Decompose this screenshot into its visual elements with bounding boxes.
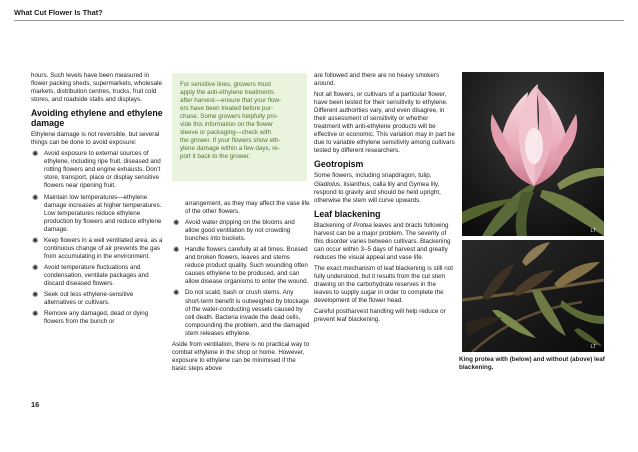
sun-bullet-icon: ✺: [32, 235, 39, 245]
list-item-text: Keep flowers in a well ventilated area, as a continuous change of air prevents the gas from accumulating in the environment.: [44, 236, 163, 260]
photo-protea-blackened: [462, 240, 604, 352]
callout-line: For sensitive lines, growers must: [180, 81, 272, 88]
list-item: [31, 150, 165, 190]
geotropism-text-start: Some flowers, including snapdragon, tulip,: [314, 172, 432, 180]
top-rule: [14, 20, 624, 21]
column-2-closing: Aside from ventilation, there is no practical way to combat ethylene in the shop or home. However, exposure to ethylene can be minimised if the basic steps above: [172, 340, 310, 372]
callout-line: vide this information on the flower: [180, 121, 274, 129]
heading-leaf-blackening: Leaf blackening: [314, 208, 381, 219]
protea-italic: Protea: [353, 221, 372, 229]
column-1-lead: Ethylene damage is not reversible, but several things can be done to avoid exposure:: [31, 131, 160, 147]
protea-blackened-image: [462, 240, 604, 352]
column-3: [314, 72, 455, 327]
list-item-text: Avoid water dripping on the blooms and allow good ventilation by not crowding bunches into buckets.: [185, 219, 295, 243]
gladiolus-italic: Gladiolus: [314, 180, 341, 188]
sun-bullet-icon: ✺: [32, 262, 39, 272]
list-item-text: Handle flowers carefully at all times. Bruised and broken flowers, leaves and stems reduce product quality. Such wounding often causes ethylene to be produced, and can allow disease organisms to enter the wound.: [185, 246, 309, 286]
leaf-blackening-paragraph: [314, 222, 455, 262]
sun-bullet-icon: ✺: [173, 245, 180, 255]
list-item-text: Avoid temperature fluctuations and condensation, ventilate packages and discard diseased flowers.: [44, 263, 149, 287]
ethylene-bullet-list: [31, 150, 165, 326]
sun-bullet-icon: ✺: [32, 290, 39, 300]
photo-label-1: LT: [590, 228, 596, 234]
list-item-text: Avoid exposure to external sources of ethylene, including ripe fruit, diseased and rotting flowers and engine exhausts. Don’t store, transport, place or display sensitive flowers near ripening fruit.: [44, 150, 161, 190]
page-number: 16: [31, 400, 40, 409]
callout-line: the grower. If your flowers show eth-: [180, 137, 281, 145]
photo-protea-healthy: [462, 72, 604, 236]
list-item-text: Do not scald, bash or crush stems. Any short-term benefit is outweighed by blockage of the water-conducting vessels caused by cell death. Bacteria invade the dead cells, compounding the problem, and the damaged stem releases ethylene.: [185, 289, 310, 337]
sun-bullet-icon: ✺: [32, 192, 39, 202]
callout-line: ers have been treated before pur-: [180, 105, 274, 113]
sun-bullet-icon: ✺: [32, 149, 39, 159]
list-item-text: Remove any damaged, dead or dying flowers from the bunch or: [44, 310, 149, 326]
protea-healthy-image: [462, 72, 604, 236]
column-3-paragraph-2: Not all flowers, or cultivars of a particular flower, have been tested for their sensitivity to ethylene. Different authorities vary, and even disagree, in their assessment of sensitivity or whether treatment with anti-ethylene products will be effective or economic. This variation may in part be due to variable ethylene sensitivity among cultivars tested by different researchers.: [314, 91, 455, 155]
list-item: [31, 264, 165, 288]
column-2: [172, 200, 310, 376]
sun-bullet-icon: ✺: [173, 288, 180, 298]
sun-bullet-icon: ✺: [32, 309, 39, 319]
column-3-paragraph-1: are followed and there are no heavy smokers around.: [314, 72, 440, 88]
heading-geotropism: Geotropism: [314, 159, 364, 170]
list-item: [172, 246, 310, 286]
list-item-text: Seek out less ethylene-sensitive alternatives or cultivars.: [44, 291, 134, 307]
column-3-paragraph-3: The exact mechanism of leaf blackening is still not fully understood, but it results from the cut stem drawing on the carbohydrate reserves in the leaves to supply sugar in order to complete the development of the flower head.: [314, 264, 453, 305]
column-1-intro: hours. Such levels have been measured in flower packing sheds, supermarkets, wholesale markets, distribution centres, trucks, fruit cold stores, and roadside stalls and displays.: [31, 72, 162, 104]
column-2-continuation: arrangement, as they may affect the vase life of the other flowers.: [185, 200, 310, 216]
sun-bullet-icon: ✺: [173, 218, 180, 228]
callout-line: sleeve or packaging—check with: [180, 129, 272, 137]
list-item: [172, 289, 310, 337]
geotropism-paragraph: [314, 172, 455, 204]
callout-box: [172, 73, 307, 181]
geotropism-text-end: , lisianthus, calla lily and Gymea lily, respond to gravity and should be held upright, otherwise the stem will curve upwards.: [314, 180, 441, 204]
callout-line: ylene damage within a few days, re-: [180, 145, 280, 153]
photo-label-2: LT: [590, 344, 596, 350]
photo-caption: King protea with (below) and without (above) leaf blackening.: [459, 356, 605, 372]
callout-line: chase. Some growers helpfully pro-: [180, 113, 278, 121]
list-item: [172, 219, 310, 243]
list-item: [31, 194, 165, 234]
leaf-blackening-text-end: leaves and bracts following harvest can be a major problem. The severity of this disorder varies between cultivars. Blackening can occur within 3–5 days of harvest and greatly reduces the visual appeal and vase life.: [314, 221, 451, 261]
callout-line: apply the anti-ethylene treatments: [180, 89, 275, 97]
list-item: [31, 237, 165, 261]
list-item: [31, 291, 165, 307]
handling-bullet-list: [172, 219, 310, 338]
callout-line: port it back to the grower.: [180, 153, 251, 161]
column-3-paragraph-4: Careful postharvest handling will help reduce or prevent leaf blackening.: [314, 308, 446, 324]
callout-line: after harvest—ensure that your flow-: [180, 97, 282, 105]
running-head: What Cut Flower Is That?: [14, 8, 103, 17]
heading-avoiding-ethylene: Avoiding ethylene and ethylene damage: [31, 108, 163, 129]
list-item-text: Maintain low temperatures—ethylene damage increases at higher temperatures. Low temperatures reduce ethylene production by flowers and reduce ethylene damage.: [44, 193, 162, 233]
list-item: [31, 310, 165, 326]
leaf-blackening-text-start: Blackening of: [314, 221, 354, 229]
column-1: [31, 72, 165, 329]
